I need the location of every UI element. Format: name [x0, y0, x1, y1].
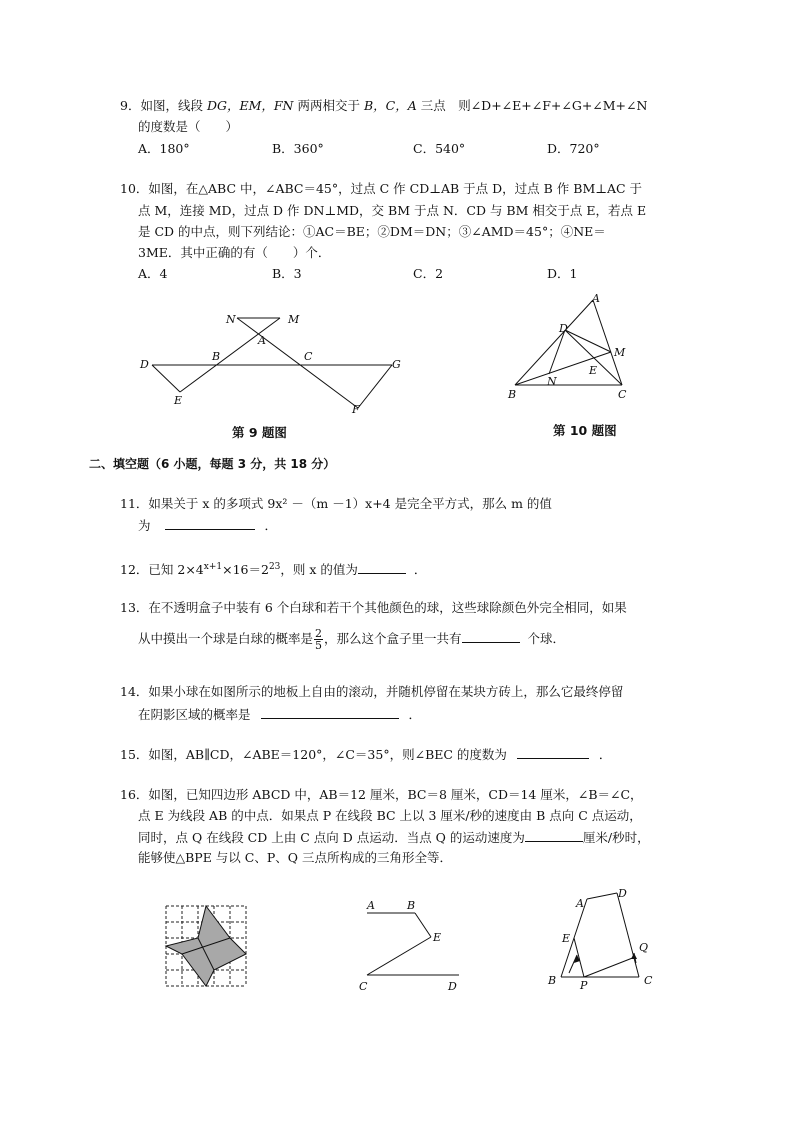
q16-line4: 能够使△BPE 与以 C、P、Q 三点所构成的三角形全等． — [138, 850, 452, 865]
fig16-label-c: C — [644, 974, 653, 987]
q14-line1: 14．如果小球在如图所示的地板上自由的滚动，并随机停留在某块方砖上，那么它最终停留 — [120, 684, 624, 699]
fig15-label-c: C — [359, 980, 368, 993]
q16-line2: 点 E 为线段 AB 的中点．如果点 P 在线段 BC 上以 3 厘米/秒的速度由 B 点向 C 点运动， — [138, 808, 642, 823]
q13-line2: 从中摸出一个球是白球的概率是 $\frac{2}{5}$ ，那么这个盒子里一共有 个球． — [138, 627, 566, 652]
q9-option-a: A．180° — [138, 141, 190, 156]
q11-line1: 11．如果关于 x 的多项式 9x² －（m －1）x+4 是完全平方式，那么 m 的值 — [120, 496, 552, 511]
fig16-label-e: E — [562, 932, 571, 945]
fig16-label-a: A — [576, 897, 584, 910]
figure-15 — [355, 895, 470, 995]
fig9-label-m: M — [288, 313, 300, 326]
fig10-label-a: A — [592, 292, 600, 305]
fig10-label-d: D — [559, 322, 568, 335]
q15-line: 15．如图，AB∥CD，∠ABE＝120°，∠C＝35°，则∠BEC 的度数为 ． — [120, 747, 612, 762]
fig9-label-e: E — [174, 394, 183, 407]
q14-line2: 在阴影区域的概率是 ． — [138, 707, 422, 722]
fig9-label-b: B — [212, 350, 221, 363]
q10-option-b: B．3 — [272, 266, 302, 281]
q15-answer-blank[interactable] — [517, 745, 589, 759]
q9-line2: 的度数是（ ） — [138, 119, 239, 134]
fig9-label-n: N — [226, 313, 236, 326]
fig9-label-g: G — [392, 358, 401, 371]
q16-line1: 16．如图，已知四边形 ABCD 中，AB＝12 厘米，BC＝8 厘米，CD＝14 厘米，∠B＝∠C， — [120, 787, 643, 802]
fig15-label-b: B — [407, 899, 416, 912]
q9-option-c: C．540° — [413, 141, 466, 156]
fig9-label-d: D — [140, 358, 149, 371]
q16-answer-blank[interactable] — [525, 828, 583, 842]
figure-10 — [505, 292, 635, 404]
fig15-label-a: A — [367, 899, 375, 912]
q10-line1: 10．如图，在△ABC 中，∠ABC＝45°，过点 C 作 CD⊥AB 于点 D，过点 B 作 BM⊥AC 于 — [120, 181, 643, 196]
fig9-label-a: A — [258, 334, 266, 347]
fig9-caption: 第 9 题图 — [232, 425, 287, 440]
q12-answer-blank[interactable] — [358, 560, 406, 574]
q11-answer-blank[interactable] — [165, 516, 255, 530]
q10-line2: 点 M，连接 MD，过点 D 作 DN⊥MD，交 BM 于点 N．CD 与 BM 相交于点 E，若点 E — [138, 203, 647, 218]
q12-line: 12．已知 $2\times 4^{x+1}\times 16=2^{23}$，则 x 的值为 ． — [120, 562, 427, 578]
fig9-label-f: F — [352, 403, 360, 416]
q10-line3: 是 CD 的中点，则下列结论：①AC＝BE；②DM＝DN；③∠AMD＝45°；④NE＝ — [138, 224, 606, 239]
fig10-label-b: B — [508, 388, 517, 401]
fig15-label-d: D — [448, 980, 457, 993]
q11-line2: 为 ． — [138, 518, 277, 533]
q10-option-c: C．2 — [413, 266, 444, 281]
fig15-label-e: E — [433, 931, 442, 944]
fig10-label-c: C — [618, 388, 627, 401]
fig16-label-q: Q — [639, 941, 649, 954]
q9-option-b: B．360° — [272, 141, 324, 156]
figure-9 — [130, 305, 420, 420]
section2-heading: 二、填空题（6 小题，每题 3 分，共 18 分） — [89, 457, 336, 471]
figure-14-floor-grid — [160, 898, 255, 998]
arrowhead-cq — [631, 953, 637, 959]
fig10-caption: 第 10 题图 — [553, 423, 617, 438]
fig10-label-n: N — [547, 375, 557, 388]
q13-answer-blank[interactable] — [462, 629, 520, 643]
fig16-label-p: P — [580, 979, 588, 992]
figure-16 — [543, 885, 663, 995]
fig16-label-d: D — [618, 887, 627, 900]
fig10-label-e: E — [589, 364, 598, 377]
q16-line3: 同时，点 Q 在线段 CD 上由 C 点向 D 点运动．当点 Q 的运动速度为 厘米/秒时， — [138, 830, 650, 845]
fig10-label-m: M — [614, 346, 626, 359]
q13-fraction: $\frac{2}{5}$ — [315, 627, 323, 652]
q13-line1: 13．在不透明盒子中装有 6 个白球和若干个其他颜色的球，这些球除颜色外完全相同，如果 — [120, 600, 627, 615]
q9-line1: 9．如图，线段 DG，EM，FN 两两相交于 B，C，A 三点 则∠D+∠E+∠F+∠G+∠M+∠N — [120, 98, 648, 113]
q10-line4: 3ME．其中正确的有（ ）个． — [138, 245, 331, 260]
q14-answer-blank[interactable] — [261, 705, 399, 719]
fig16-label-b: B — [548, 974, 557, 987]
q9-option-d: D．720° — [547, 141, 600, 156]
q10-option-d: D．1 — [547, 266, 578, 281]
q10-option-a: A．4 — [138, 266, 168, 281]
fig9-label-c: C — [304, 350, 313, 363]
